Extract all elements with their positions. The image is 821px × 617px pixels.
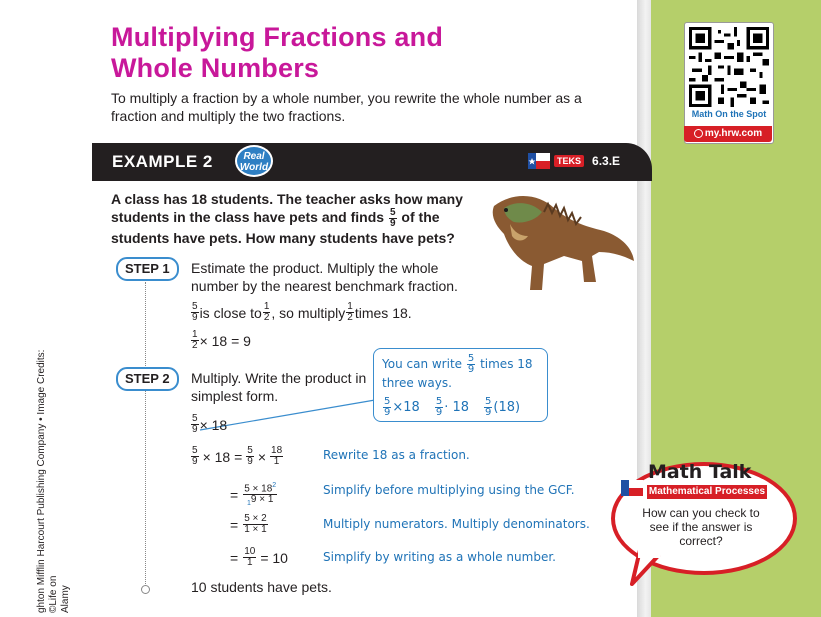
text: × 18	[199, 416, 228, 433]
mathematical-processes-band: Mathematical Processes	[648, 486, 766, 497]
problem-text-1: A class has 18 students. The teacher asks how many students in the class have pets and finds	[111, 191, 463, 226]
text: ×18	[392, 400, 420, 415]
step-end-dot	[141, 585, 150, 594]
fraction	[467, 354, 475, 375]
numerator: 5	[247, 445, 253, 456]
denominator-text: 9 × 1	[250, 494, 274, 506]
denominator: 2	[192, 340, 198, 351]
denominator	[246, 495, 274, 509]
numerator: 5	[485, 396, 492, 407]
math-talk-question: How can you check to see if the answer is correct?	[642, 506, 760, 548]
numerator: 1	[347, 301, 353, 312]
text: = 10	[260, 549, 288, 566]
fraction	[246, 446, 254, 467]
numerator-text: 5 × 18	[244, 483, 273, 495]
denominator: 9	[192, 456, 198, 467]
title-line-2: Whole Numbers	[111, 53, 320, 83]
denominator: 9	[435, 407, 443, 418]
callout-line-2: three ways.	[382, 376, 452, 390]
fraction	[191, 446, 199, 467]
fraction	[243, 547, 256, 568]
math-on-the-spot-label: Math On the Spot	[691, 109, 767, 119]
text: × 18 =	[202, 448, 243, 465]
fraction	[484, 397, 492, 418]
equals: =	[230, 549, 239, 566]
step-connector-line	[145, 282, 146, 590]
answer-text: 10 students have pets.	[191, 579, 332, 595]
text: · 18	[444, 400, 469, 415]
way-3	[483, 397, 520, 418]
callout-line-1	[382, 354, 539, 375]
fraction	[346, 302, 354, 323]
fraction	[191, 330, 199, 351]
math-on-the-spot-panel[interactable]	[684, 22, 774, 144]
step-2-expression	[190, 414, 227, 435]
three-ways	[382, 397, 539, 418]
fraction-numerator: 5	[389, 207, 396, 218]
denominator: 9	[467, 364, 475, 375]
problem-fraction	[389, 208, 397, 229]
fraction	[263, 302, 271, 323]
fraction	[270, 446, 283, 467]
speech-bubble-tail	[628, 548, 668, 588]
fraction	[243, 514, 268, 535]
way-2	[434, 397, 469, 418]
numerator: 5	[192, 413, 198, 424]
way-1	[382, 397, 420, 418]
denominator: 9	[485, 407, 492, 418]
numerator: 1	[192, 329, 198, 340]
operator: ×	[257, 448, 267, 465]
numerator: 5	[467, 353, 475, 364]
fraction	[383, 397, 391, 418]
step-2-badge: STEP 2	[116, 367, 179, 391]
hrw-link[interactable]	[684, 126, 772, 142]
fraction-denominator: 9	[389, 218, 396, 229]
badge-line-1: Real	[243, 151, 265, 162]
denominator: 9	[247, 456, 253, 467]
work-note-4: Simplify by writing as a whole number.	[323, 550, 556, 564]
texas-flag-icon	[621, 479, 643, 497]
work-line-2	[230, 481, 278, 509]
equals: =	[230, 516, 239, 533]
fraction	[435, 397, 443, 418]
work-line-3	[230, 514, 269, 535]
step-1-line-2	[190, 330, 251, 351]
fraction	[191, 302, 199, 323]
denominator: 9	[384, 407, 391, 418]
denominator: 9	[192, 424, 198, 435]
fraction	[191, 414, 199, 435]
image-credit: ghton Mifflin Harcourt Publishing Company • Image Credits: ©Life on Alamy	[36, 349, 71, 613]
tip-callout	[373, 348, 548, 422]
text: times 18	[480, 357, 533, 371]
work-note-2: Simplify before multiplying using the GCF.	[323, 483, 575, 497]
example-label: EXAMPLE 2	[112, 152, 213, 171]
denominator: 9	[192, 312, 198, 323]
iguana-photo	[484, 186, 636, 294]
step-2-text: Multiply. Write the product in simplest form.	[191, 370, 367, 404]
text: (18)	[493, 400, 521, 415]
numerator: 5	[435, 396, 443, 407]
fraction	[243, 481, 277, 509]
numerator: 5 × 2	[244, 513, 267, 524]
denominator: 1	[246, 557, 253, 568]
numerator: 5	[192, 445, 198, 456]
text: is close to	[199, 304, 262, 321]
problem-text-2: of the students have pets. How many students have pets?	[111, 209, 455, 246]
denominator: 2	[263, 312, 270, 323]
step-1-badge: STEP 1	[116, 257, 179, 281]
equals: =	[230, 487, 239, 504]
simplified-value: 2	[272, 482, 277, 489]
simplified-value: 1	[246, 500, 251, 508]
intro-text: To multiply a fraction by a whole number, you rewrite the whole number as a fraction and multiply the two fractions.	[111, 90, 582, 124]
text: times 18.	[354, 304, 412, 321]
numerator	[243, 481, 277, 495]
hrw-link-text: my.hrw.com	[704, 128, 763, 139]
numerator: 5	[384, 396, 391, 407]
numerator: 1	[263, 301, 270, 312]
numerator: 10	[244, 546, 256, 557]
denominator: 2	[347, 312, 353, 323]
title-line-1: Multiplying Fractions and	[111, 22, 444, 52]
denominator: 1	[273, 456, 280, 467]
text: You can write	[382, 357, 463, 371]
real-world-badge	[235, 145, 273, 177]
work-note-1: Rewrite 18 as a fraction.	[323, 448, 470, 462]
badge-line-2: World	[239, 162, 269, 173]
math-talk-title: Math Talk	[648, 461, 752, 483]
hrw-icon	[694, 129, 703, 138]
lesson-title	[111, 22, 443, 84]
texas-flag-icon	[528, 153, 550, 169]
work-note-3: Multiply numerators. Multiply denominators.	[323, 517, 590, 531]
work-line-4	[230, 547, 288, 568]
teks-standard	[528, 153, 620, 169]
work-line-1	[190, 446, 284, 467]
denominator: 1 × 1	[244, 524, 267, 535]
teks-code: 6.3.E	[592, 154, 621, 168]
teks-badge: TEKS	[554, 155, 584, 167]
qr-code-icon[interactable]	[689, 27, 769, 107]
step-1-line-1	[190, 302, 412, 323]
numerator: 18	[271, 445, 283, 456]
text: × 18 = 9	[199, 332, 251, 349]
problem-statement	[111, 190, 483, 247]
numerator: 5	[192, 301, 198, 312]
step-1-text: Estimate the product. Multiply the whole number by the nearest benchmark fraction.	[191, 260, 458, 294]
text: , so multiply	[271, 304, 346, 321]
